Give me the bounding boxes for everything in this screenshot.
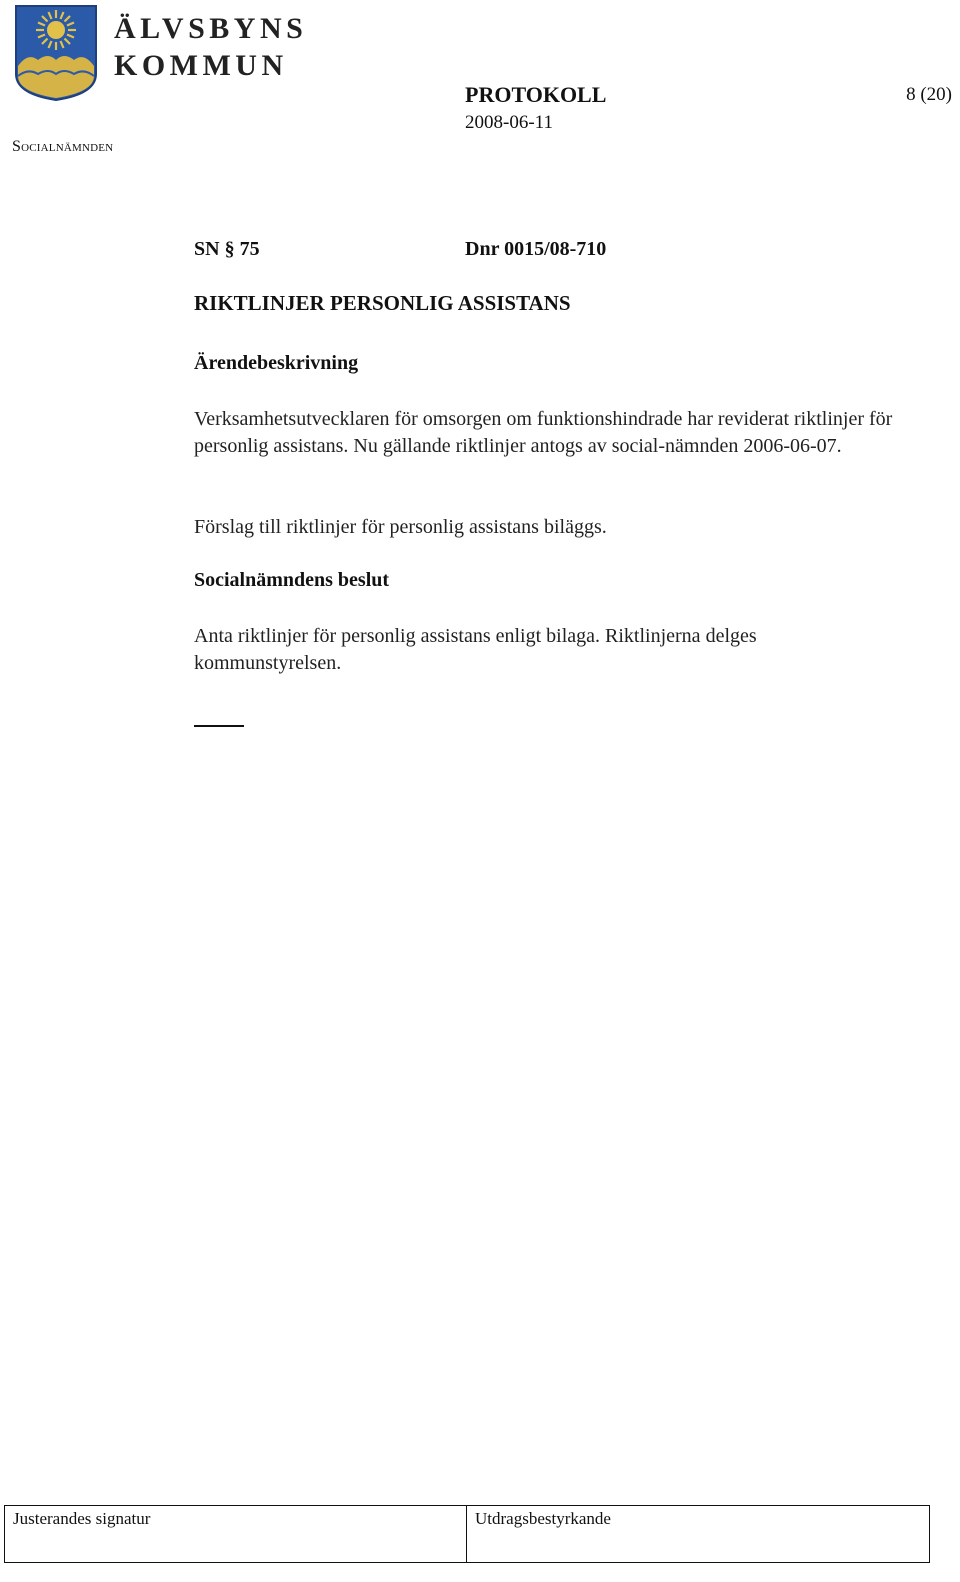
signature-box: [4, 1505, 930, 1563]
item-number: SN § 75: [194, 238, 260, 260]
adjuster-signature-field: [5, 1506, 467, 1562]
extract-certification-field: [467, 1506, 929, 1562]
item-title: RIKTLINJER PERSONLIG ASSISTANS: [194, 291, 571, 315]
municipality-coat-of-arms: [14, 4, 98, 102]
municipality-name: [114, 10, 307, 84]
description-paragraph-2: Förslag till riktlinjer för personlig assistans biläggs.: [194, 516, 607, 538]
registration-number: Dnr 0015/08-710: [465, 238, 607, 260]
municipality-name-line2: KOMMUN: [114, 49, 288, 82]
extract-certification-label: Utdragsbestyrkande: [475, 1509, 611, 1528]
document-type: PROTOKOLL: [465, 82, 607, 107]
document-date: 2008-06-11: [465, 112, 553, 133]
adjuster-signature-label: Justerandes signatur: [13, 1509, 151, 1528]
decision-heading: Socialnämndens beslut: [194, 569, 390, 591]
municipality-name-line1: ÄLVSBYNS: [114, 12, 308, 45]
end-separator: [194, 725, 244, 727]
description-paragraph-1: Verksamhetsutvecklaren för omsorgen om funktionshindrade har reviderat riktlinjer för personlig assistans. Nu gällande riktlinjer antogs av social-nämnden 2006-06-07.: [194, 408, 893, 457]
page-number: 8 (20): [906, 84, 952, 105]
description-heading: Ärendebeskrivning: [194, 352, 359, 374]
decision-paragraph: Anta riktlinjer för personlig assistans enligt bilaga. Riktlinjerna delges kommunstyrelsen.: [194, 625, 757, 674]
department-name: Socialnämnden: [12, 138, 114, 155]
